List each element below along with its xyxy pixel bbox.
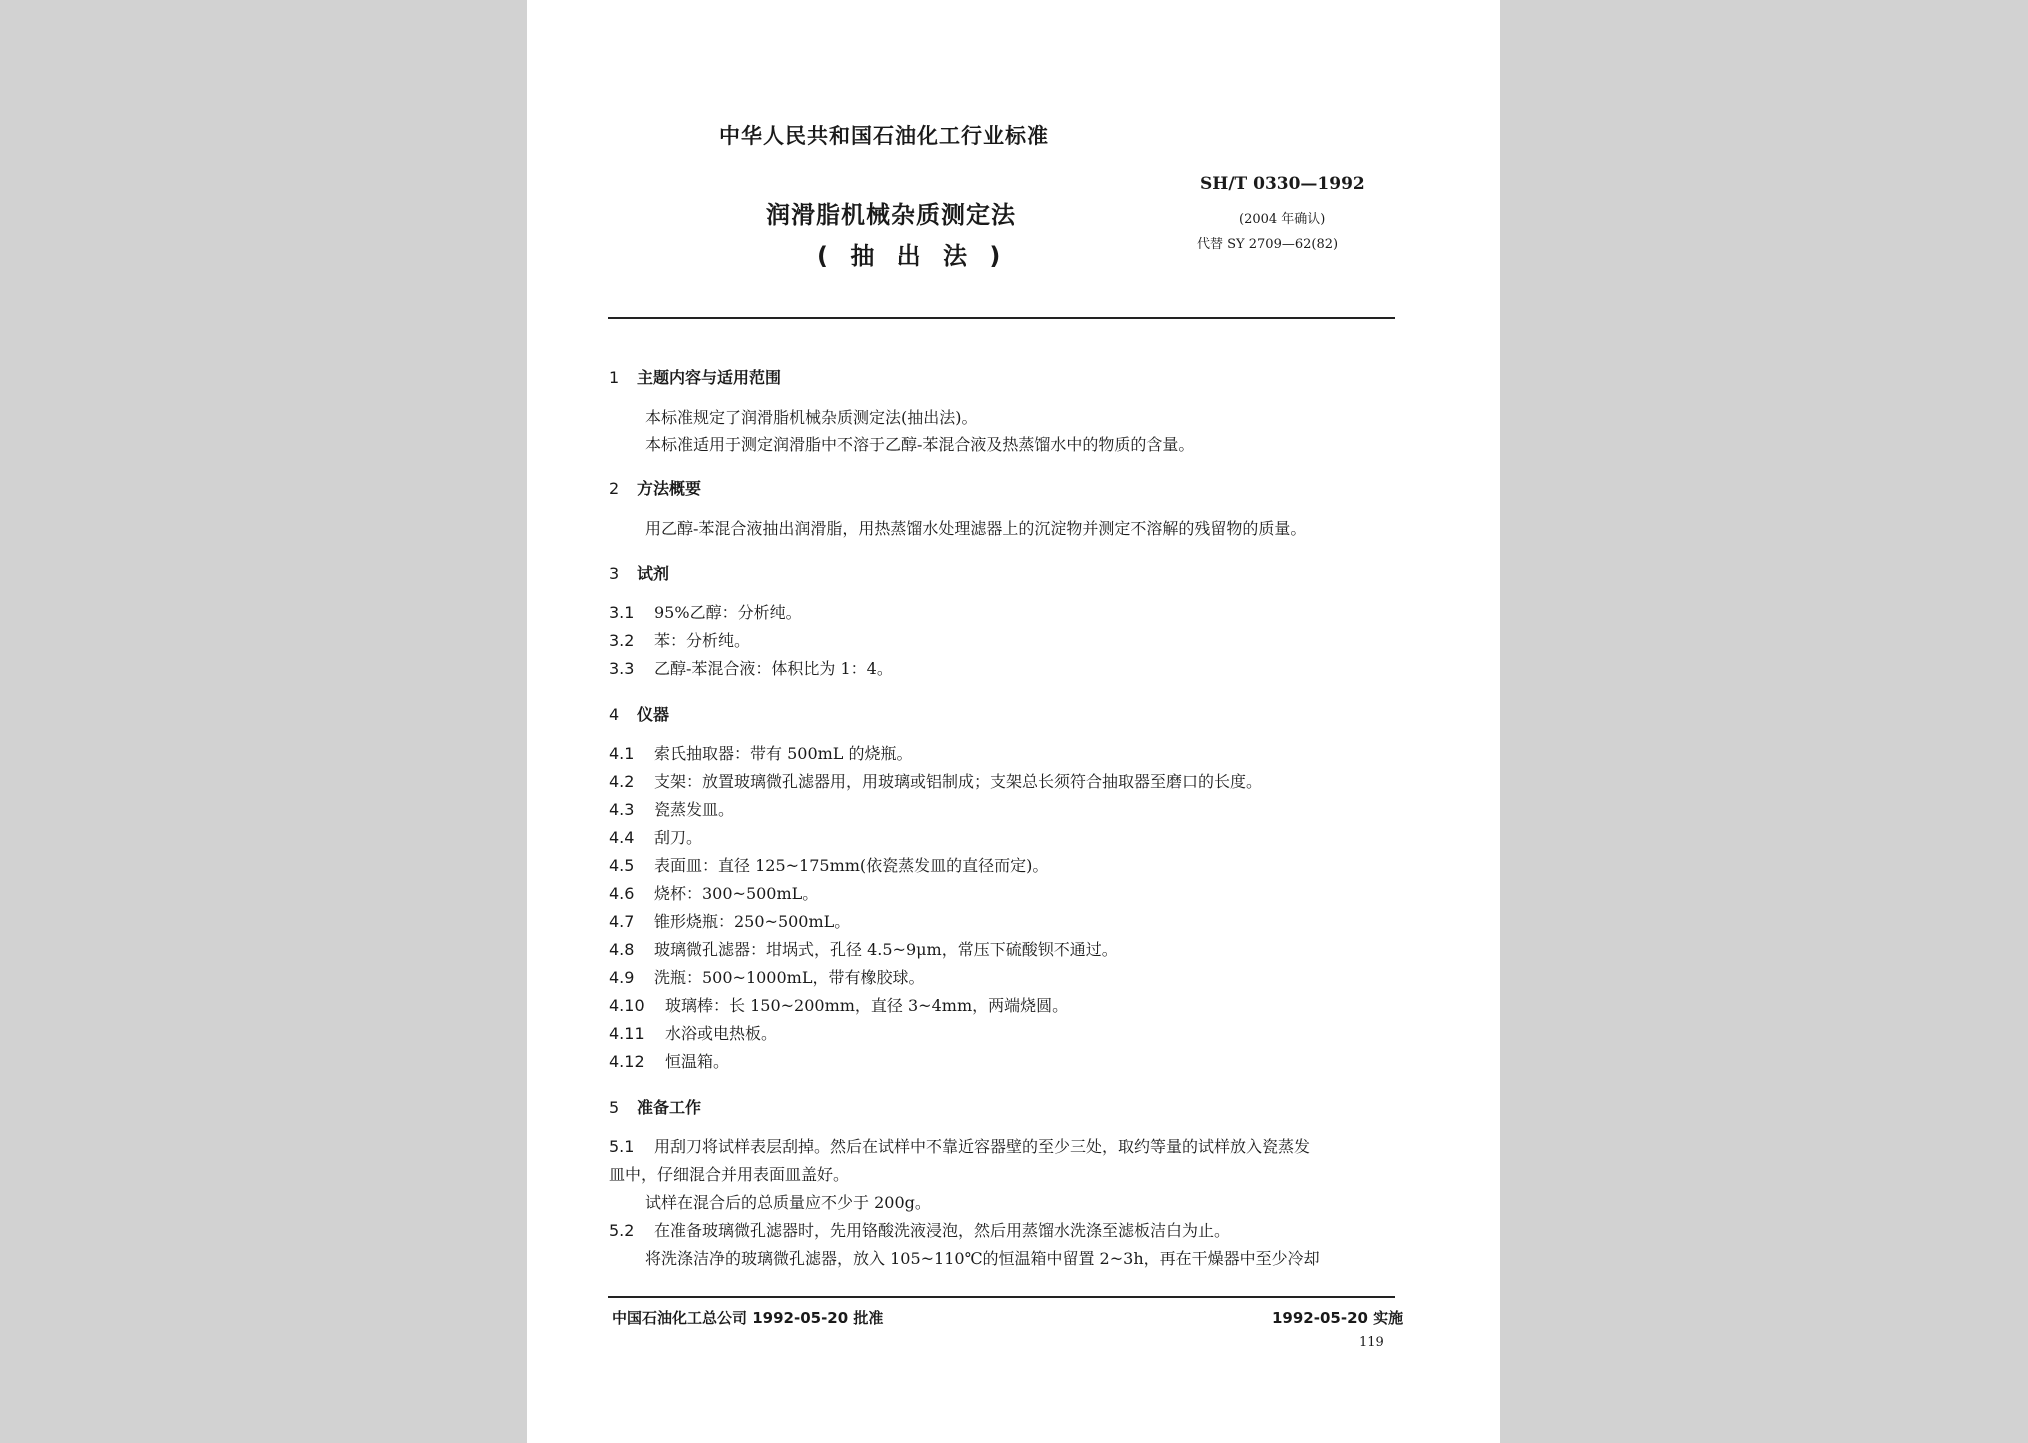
- header-divider: [608, 317, 1395, 319]
- replaces-standard: 代替 SY 2709—62(82): [1197, 237, 1339, 252]
- list-item: [609, 884, 818, 904]
- page-number: 119: [1359, 1335, 1384, 1350]
- approval-info: 中国石油化工总公司 1992-05-20 批准: [612, 1309, 884, 1327]
- section-number: 4: [609, 705, 620, 724]
- paragraph: 将洗涤洁净的玻璃微孔滤器，放入 105~110℃的恒温箱中留置 2~3h，再在干燥器中至少冷却: [645, 1249, 1320, 1268]
- item-text: 刮刀。: [654, 828, 703, 847]
- item-number: 3.2: [609, 631, 635, 650]
- item-number: 4.1: [609, 744, 635, 763]
- item-text: 支架：放置玻璃微孔滤器用，用玻璃或铝制成；支架总长须符合抽取器至磨口的长度。: [654, 772, 1263, 791]
- section-number: 1: [609, 368, 620, 387]
- list-item: [609, 744, 913, 764]
- item-number: 4.4: [609, 828, 635, 847]
- list-item: [609, 940, 1118, 960]
- section-title: 主题内容与适用范围: [637, 368, 782, 387]
- item-text: 恒温箱。: [665, 1052, 730, 1071]
- item-number: 3.1: [609, 603, 635, 622]
- item-number: 4.10: [609, 996, 645, 1015]
- list-item: [609, 1221, 1230, 1241]
- item-text: 表面皿：直径 125~175mm(依瓷蒸发皿的直径而定)。: [654, 856, 1049, 875]
- list-item: [609, 968, 924, 988]
- document-subtitle: ( 抽 出 法 ): [817, 242, 1001, 270]
- item-number: 5.1: [609, 1137, 635, 1156]
- section-heading-3: [609, 561, 669, 584]
- list-item: [609, 1024, 777, 1044]
- item-text: 玻璃微孔滤器：坩埚式，孔径 4.5~9μm，常压下硫酸钡不通过。: [654, 940, 1118, 959]
- list-item: [609, 603, 802, 623]
- item-text: 用刮刀将试样表层刮掉。然后在试样中不靠近容器壁的至少三处，取约等量的试样放入瓷蒸发: [654, 1137, 1311, 1156]
- item-text: 玻璃棒：长 150~200mm，直径 3~4mm，两端烧圆。: [665, 996, 1069, 1015]
- paragraph: 用乙醇-苯混合液抽出润滑脂，用热蒸馏水处理滤器上的沉淀物并测定不溶解的残留物的质量。: [645, 519, 1307, 538]
- item-number: 5.2: [609, 1221, 635, 1240]
- implementation-date: 1992-05-20 实施: [1272, 1309, 1404, 1327]
- paragraph-continuation: 皿中，仔细混合并用表面皿盖好。: [609, 1165, 850, 1184]
- list-item: [609, 1137, 1310, 1157]
- section-heading-1: [609, 365, 781, 388]
- list-item: [609, 996, 1068, 1016]
- section-number: 2: [609, 479, 620, 498]
- item-number: 4.7: [609, 912, 635, 931]
- item-number: 4.12: [609, 1052, 645, 1071]
- section-title: 方法概要: [637, 479, 702, 498]
- confirmation-year: (2004 年确认): [1239, 212, 1326, 227]
- document-title: 润滑脂机械杂质测定法: [766, 201, 1016, 229]
- list-item: [609, 912, 850, 932]
- list-item: [609, 631, 750, 651]
- list-item: [609, 800, 734, 820]
- item-number: 4.8: [609, 940, 635, 959]
- section-title: 准备工作: [637, 1098, 702, 1117]
- footer-divider: [608, 1296, 1395, 1298]
- paragraph: 本标准适用于测定润滑脂中不溶于乙醇-苯混合液及热蒸馏水中的物质的含量。: [645, 435, 1195, 454]
- paragraph: 试样在混合后的总质量应不少于 200g。: [645, 1193, 931, 1212]
- list-item: [609, 856, 1048, 876]
- item-number: 4.9: [609, 968, 635, 987]
- item-text: 水浴或电热板。: [665, 1024, 778, 1043]
- item-text: 锥形烧瓶：250~500mL。: [654, 912, 851, 931]
- section-number: 3: [609, 564, 620, 583]
- item-number: 4.3: [609, 800, 635, 819]
- list-item: [609, 772, 1262, 792]
- item-number: 4.11: [609, 1024, 645, 1043]
- item-text: 在准备玻璃微孔滤器时，先用铬酸洗液浸泡，然后用蒸馏水洗涤至滤板洁白为止。: [654, 1221, 1231, 1240]
- section-heading-4: [609, 702, 669, 725]
- list-item: [609, 828, 702, 848]
- item-text: 瓷蒸发皿。: [654, 800, 735, 819]
- item-text: 95%乙醇：分析纯。: [654, 603, 802, 622]
- document-page: [527, 0, 1500, 1443]
- issuing-organization: 中华人民共和国石油化工行业标准: [719, 124, 1049, 148]
- item-text: 索氏抽取器：带有 500mL 的烧瓶。: [654, 744, 913, 763]
- list-item: [609, 1052, 729, 1072]
- section-heading-2: [609, 476, 701, 499]
- item-number: 4.6: [609, 884, 635, 903]
- item-text: 苯：分析纯。: [654, 631, 751, 650]
- item-number: 3.3: [609, 659, 635, 678]
- item-text: 乙醇-苯混合液：体积比为 1：4。: [654, 659, 893, 678]
- item-number: 4.5: [609, 856, 635, 875]
- section-number: 5: [609, 1098, 620, 1117]
- list-item: [609, 659, 893, 679]
- item-text: 烧杯：300~500mL。: [654, 884, 819, 903]
- section-title: 仪器: [637, 705, 670, 724]
- standard-number: SH/T 0330—1992: [1200, 174, 1365, 194]
- item-number: 4.2: [609, 772, 635, 791]
- paragraph: 本标准规定了润滑脂机械杂质测定法(抽出法)。: [645, 408, 978, 427]
- section-heading-5: [609, 1095, 701, 1118]
- item-text: 洗瓶：500~1000mL，带有橡胶球。: [654, 968, 925, 987]
- section-title: 试剂: [637, 564, 670, 583]
